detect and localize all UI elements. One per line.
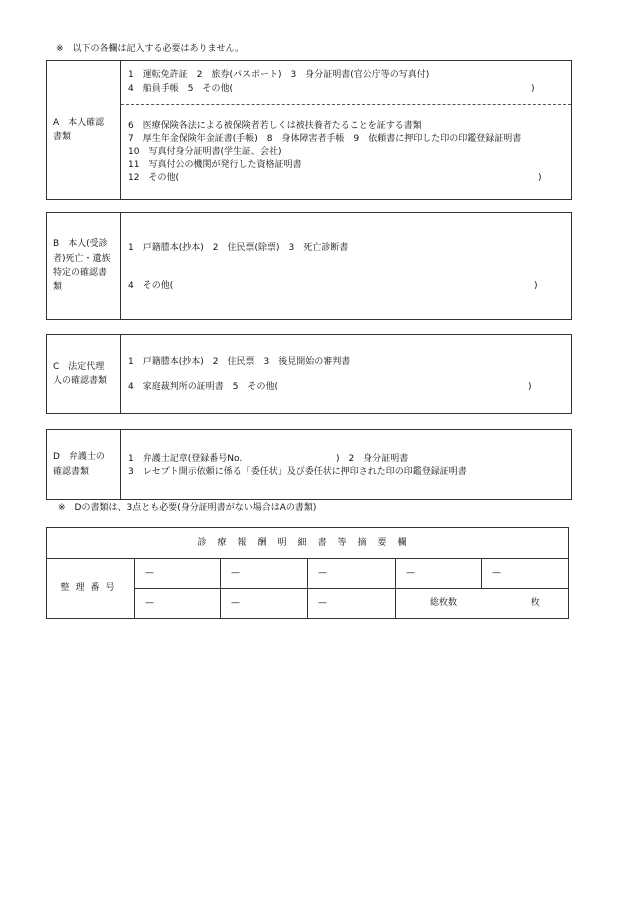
- section-a-label-line: 書類: [53, 132, 72, 142]
- total-pages-cell: [396, 589, 569, 619]
- section-b-paren: ): [534, 281, 538, 291]
- section-a-label: [47, 61, 121, 199]
- seiri-number-label: 整理番号: [47, 559, 135, 619]
- section-d-label-line: 確認書類: [53, 466, 90, 477]
- seiri-cell: —: [308, 559, 396, 589]
- section-b-line: 4 その他(: [128, 281, 174, 291]
- seiri-cell: —: [396, 559, 482, 589]
- seiri-cell: —: [308, 589, 396, 619]
- section-d-line: 3 レセプト開示依頼に係る「委任状」及び委任状に押印された印の印鑑登録証明書: [128, 467, 467, 477]
- section-d-label: [47, 430, 121, 499]
- section-d-label-line: D 弁護士の: [53, 452, 105, 463]
- section-a-paren: ): [538, 173, 542, 183]
- section-b-label: [47, 213, 121, 319]
- section-c-line: 4 家庭裁判所の証明書 5 その他(: [128, 382, 278, 392]
- section-a-line: 12 その他(: [128, 173, 179, 183]
- seiri-cell: —: [482, 559, 569, 589]
- total-pages-label: 総枚数: [430, 598, 458, 609]
- section-b-label-line: 類: [53, 282, 63, 293]
- section-c-box: [46, 334, 572, 414]
- section-a-line: 4 船員手帳 5 その他(: [128, 84, 233, 94]
- section-b-line: 1 戸籍謄本(抄本) 2 住民票(除票) 3 死亡診断書: [128, 243, 349, 253]
- summary-table: [46, 527, 569, 619]
- section-b-box: [46, 212, 572, 320]
- section-b-content: [121, 213, 571, 319]
- seiri-cell: —: [135, 589, 221, 619]
- section-a-line: 1 運転免許証 2 旅券(パスポート) 3 身分証明書(官公庁等の写真付): [128, 70, 430, 80]
- section-c-label: [47, 335, 121, 413]
- section-c-paren: ): [528, 382, 532, 392]
- section-a-box: [46, 60, 572, 200]
- section-a-line: 7 厚生年金保険年金証書(手帳) 8 身体障害者手帳 9 依頼書に押印した印の印鑑登録証明書: [128, 134, 522, 144]
- total-pages-unit: 枚: [530, 598, 540, 609]
- section-b-label-line: 者)死亡・遺族: [53, 253, 111, 264]
- seiri-cell: —: [135, 559, 221, 589]
- section-a-paren: ): [531, 84, 535, 94]
- section-a-content: [121, 61, 571, 199]
- summary-title: 診療報酬明細書等摘要欄: [47, 528, 569, 559]
- section-c-label-line: 人の確認書類: [53, 376, 108, 386]
- section-d-note: ※ Dの書類は、3点とも必要(身分証明書がない場合はAの書類): [58, 503, 317, 513]
- section-c-content: [121, 335, 571, 413]
- section-d-line: ) 2 身分証明書: [336, 454, 409, 464]
- section-a-divider: [121, 104, 571, 105]
- section-c-line: 1 戸籍謄本(抄本) 2 住民票 3 後見開始の審判書: [128, 357, 351, 367]
- section-b-label-line: B 本人(受診: [53, 239, 108, 250]
- seiri-cell: —: [221, 589, 308, 619]
- section-d-box: [46, 429, 572, 500]
- section-c-label-line: C 法定代理: [53, 361, 105, 372]
- section-a-line: 10 写真付身分証明書(学生証、会社): [128, 147, 282, 157]
- section-d-line: 1 弁護士記章(登録番号No.: [128, 454, 243, 464]
- seiri-cell: —: [221, 559, 308, 589]
- section-b-label-line: 特定の確認書: [53, 268, 108, 278]
- section-d-content: [121, 430, 571, 499]
- section-a-line: 6 医療保険各法による被保険者若しくは被扶養者たることを証する書類: [128, 121, 422, 131]
- section-a-label-line: A 本人確認: [53, 117, 105, 128]
- top-note: ※ 以下の各欄は記入する必要はありません。: [56, 44, 245, 54]
- section-a-line: 11 写真付公の機関が発行した資格証明書: [128, 160, 302, 170]
